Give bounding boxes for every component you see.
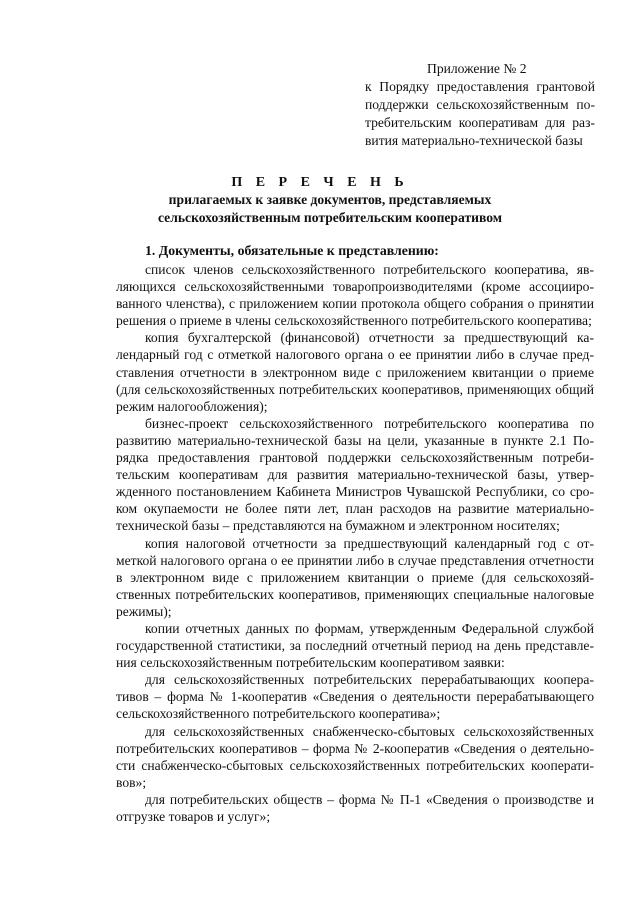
paragraph: копия налоговой отчетности за предшествующий календарный год с отметкой налогового органа о ее принятии либо в случае представления отчетности в электронном виде с приложением квитанции о приеме (для сельскохозяйственных потребительских кооперативов, применяющих специальные налоговые режимы); xyxy=(116,535,594,619)
paragraph: копии отчетных данных по формам, утвержденным Федеральной службой государственной статистики, за последний отчетный период на день представления сельскохозяйственным потребительским кооперативом заявки: xyxy=(116,620,594,671)
paragraph: копия бухгалтерской (финансовой) отчетности за предшествующий календарный год с отметкой налогового органа о ее принятии либо в случае представления отчетности в электронном виде с приложением квитанции о приеме (для сельскохозяйственных потребительских кооперативов, применяющих общий режим налогообложения); xyxy=(116,330,594,414)
document-title: П Е Р Е Ч Е Н Ь xyxy=(231,175,409,190)
paragraph: список членов сельскохозяйственного потребительского кооператива, являющихся сельскохозяйственными товаропроизводителями (кроме ассоциированного членства), с приложением копии протокола общего собрания о принятии решения о приеме в члены сельскохозяйственного потребительского кооператива; xyxy=(116,262,594,329)
paragraph: для сельскохозяйственных потребительских перерабатывающих кооперативов – форма № 1-кооператив «Сведения о деятельности перерабатывающего сельскохозяйственного потребительского кооператива»; xyxy=(116,672,594,722)
appendix-description: к Порядку предоставления грантовой поддержки сельскохозяйственным потребительским кооперативам для развития материально-технической базы xyxy=(365,79,595,148)
appendix-header xyxy=(359,60,595,150)
section-heading: 1. Документы, обязательные к представлению: xyxy=(145,243,439,258)
paragraph: для сельскохозяйственных снабженческо-сбытовых сельскохозяйственных потребительских кооперативов – форма № 2-кооператив «Сведения о деятельности снабженческо-сбытовых сельскохозяйственных потребительских кооперативов»; xyxy=(116,723,594,790)
document-subtitle: прилагаемых к заявке документов, представляемых сельскохозяйственным потребительским кооперативом xyxy=(157,192,502,225)
paragraph: бизнес-проект сельскохозяйственного потребительского кооператива по развитию материально-технической базы на цели, указанные в пункте 2.1 Порядка предоставления грантовой поддержки сельскохозяйственным потребительским кооперативам для развития материально-технической базы, утвержденного постановлением Кабинета Министров Чувашской Республики, со сроком окупаемости не более пяти лет, план расходов на развитие материально-технической базы – представляются на бумажном и электронном носителях; xyxy=(116,415,594,534)
appendix-number: Приложение № 2 xyxy=(427,61,527,76)
paragraph: для потребительских обществ – форма № П-1 «Сведения о производстве и отгрузке товаров и услуг»; xyxy=(116,791,594,824)
document-body xyxy=(116,261,594,825)
